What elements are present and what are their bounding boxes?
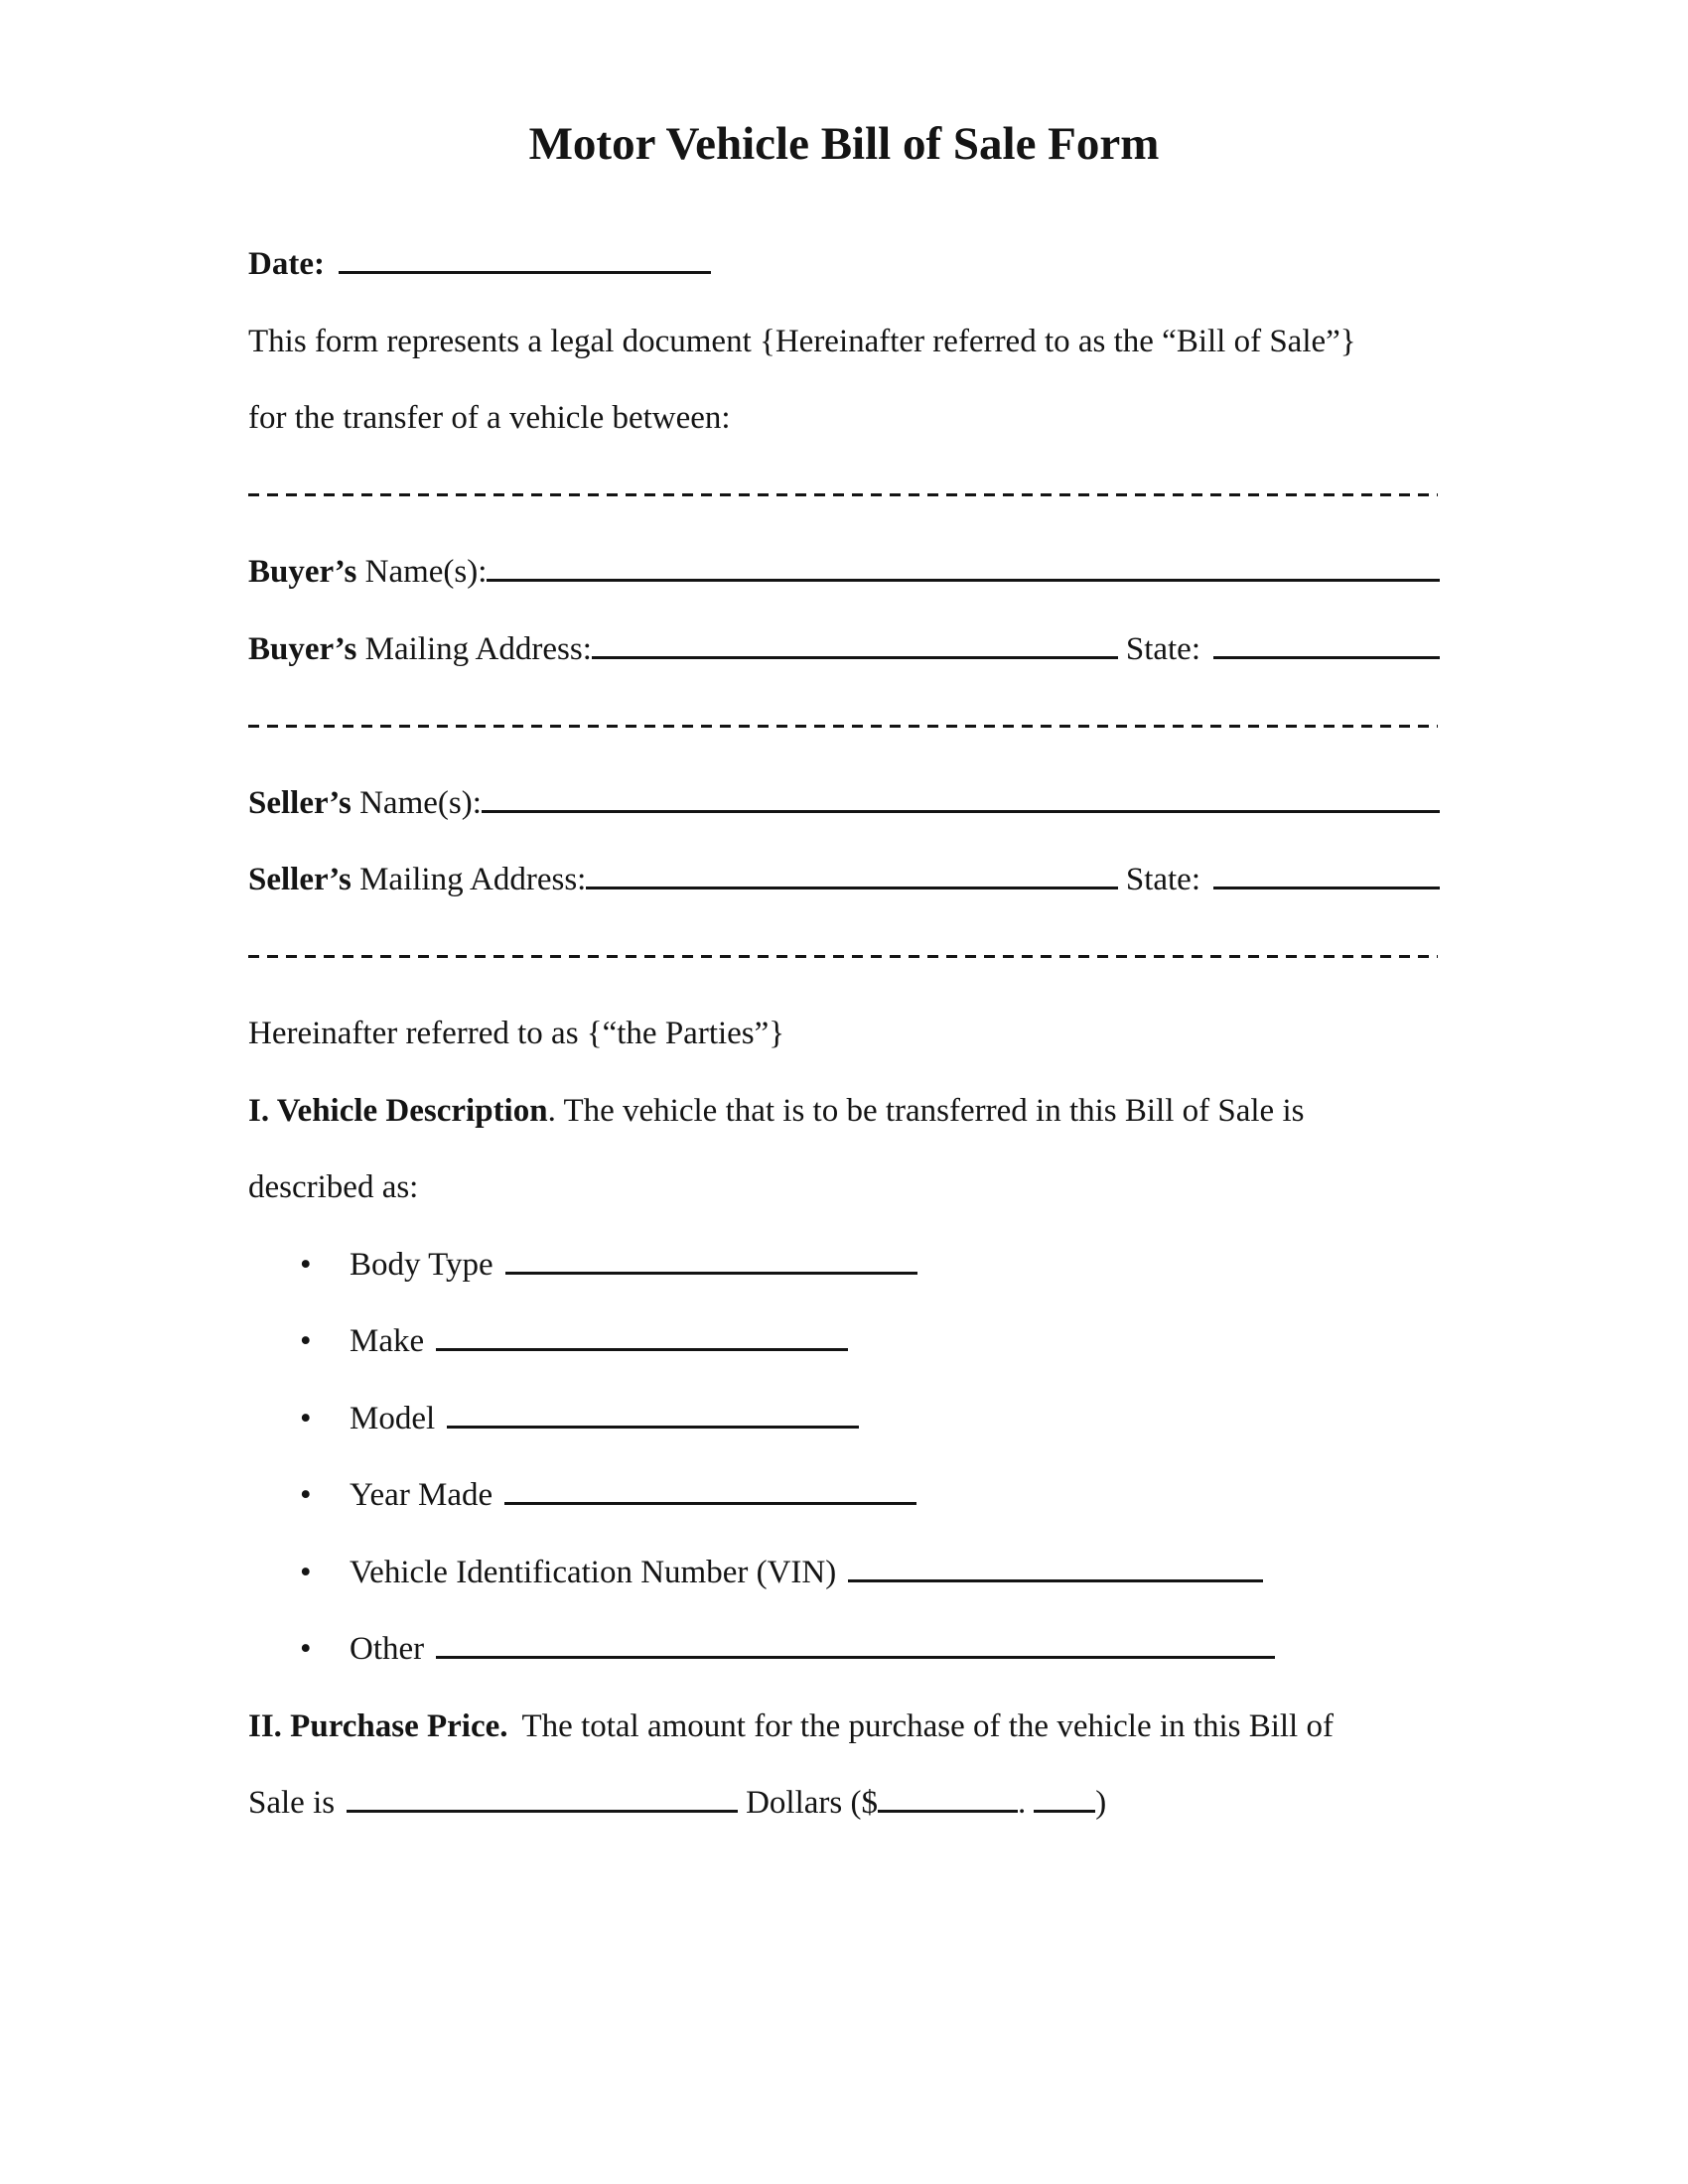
buyer-address-label-bold: Buyer’s: [248, 630, 357, 667]
sale-amount-row: [248, 1765, 1440, 1843]
bullet-label-other: Other: [350, 1631, 425, 1667]
decimal-point: .: [1017, 1785, 1027, 1821]
purchase-price-heading-rest: The total amount for the purchase of the vehicle in this Bill of: [521, 1707, 1334, 1744]
buyer-name-label-bold: Buyer’s: [248, 554, 357, 590]
vehicle-bullet-row-year-made: [248, 1457, 1440, 1535]
dashed-line: [248, 725, 1438, 728]
closing-paren: ): [1095, 1785, 1107, 1821]
bullet-icon: •: [300, 1400, 312, 1436]
vehicle-description-heading-bold: I. Vehicle Description: [248, 1092, 548, 1129]
seller-name-label: [248, 765, 482, 843]
date-fill-line: [339, 271, 711, 274]
vehicle-bullet-row-other: [248, 1611, 1440, 1689]
buyer-address-label: [248, 612, 592, 689]
bullet-label-body-type: Body Type: [350, 1246, 493, 1283]
bullet-icon: •: [300, 1246, 312, 1283]
seller-address-label-rest: Mailing Address:: [351, 862, 587, 897]
seller-state-label: State:: [1125, 862, 1200, 897]
cents-fill-line: [1034, 1810, 1095, 1813]
model-fill-line: [447, 1426, 859, 1429]
bullet-icon: •: [300, 1477, 312, 1513]
buyer-name-fill-line: [487, 579, 1440, 582]
seller-address-label: [248, 842, 586, 919]
buyer-state-label: State:: [1125, 630, 1200, 667]
seller-name-label-rest: Name(s):: [351, 784, 482, 821]
other-fill-line: [436, 1656, 1275, 1659]
buyer-name-label: [248, 534, 487, 612]
seller-name-label-bold: Seller’s: [248, 784, 352, 821]
bullet-icon: •: [300, 1554, 312, 1590]
dashed-line: [248, 955, 1438, 958]
year-made-fill-line: [504, 1502, 916, 1505]
bullet-icon: •: [300, 1323, 312, 1359]
dollars-fill-line: [878, 1810, 1018, 1813]
seller-address-label-bold: Seller’s: [248, 862, 352, 897]
bullet-label-make: Make: [350, 1323, 425, 1359]
sale-amount-words-fill-line: [347, 1810, 738, 1813]
dashed-divider: [248, 458, 1440, 535]
seller-name-fill-line: [482, 810, 1440, 813]
date-row: [248, 226, 1440, 304]
date-label: Date:: [248, 246, 325, 282]
vehicle-description-heading-rest: . The vehicle that is to be transferred in this Bill of Sale is: [547, 1092, 1305, 1129]
parties-line: Hereinafter referred to as {“the Parties”}: [248, 1016, 785, 1051]
buyer-state-fill-line: [1213, 656, 1440, 659]
vehicle-bullet-row-model: [248, 1381, 1440, 1458]
seller-name-row: [248, 765, 1440, 843]
dashed-divider: [248, 919, 1440, 997]
buyer-address-label-rest: Mailing Address:: [356, 630, 592, 667]
buyer-address-row: [248, 612, 1440, 689]
seller-address-row: [248, 842, 1440, 919]
buyer-address-fill-line: [592, 656, 1118, 659]
purchase-price-heading-bold: II. Purchase Price.: [248, 1707, 508, 1744]
dashed-divider: [248, 688, 1440, 765]
bullet-icon: •: [300, 1631, 312, 1667]
vin-fill-line: [848, 1579, 1263, 1582]
vehicle-bullet-row-make: [248, 1303, 1440, 1381]
bullet-label-model: Model: [350, 1400, 436, 1436]
buyer-name-row: [248, 534, 1440, 612]
sale-amount-prefix: Sale is: [248, 1785, 336, 1821]
purchase-price-heading: [248, 1689, 1440, 1766]
seller-address-fill-line: [586, 887, 1118, 889]
bullet-label-vin: Vehicle Identification Number (VIN): [350, 1554, 837, 1590]
intro-line-1: This form represents a legal document {Hereinafter referred to as the “Bill of Sale”}: [248, 323, 1356, 359]
bullet-label-year-made: Year Made: [350, 1477, 493, 1513]
body-type-fill-line: [505, 1272, 917, 1275]
seller-state-fill-line: [1213, 887, 1440, 889]
dollars-label: Dollars ($: [746, 1785, 878, 1821]
vehicle-bullet-row-body-type: [248, 1227, 1440, 1304]
vehicle-bullet-row-vin: [248, 1535, 1440, 1612]
described-as-line: described as:: [248, 1169, 419, 1205]
dashed-line: [248, 493, 1438, 496]
intro-line-2: for the transfer of a vehicle between:: [248, 400, 731, 436]
make-fill-line: [436, 1348, 848, 1351]
vehicle-description-heading: [248, 1073, 1440, 1151]
page-title: Motor Vehicle Bill of Sale Form: [528, 118, 1160, 170]
buyer-name-label-rest: Name(s):: [356, 554, 488, 590]
